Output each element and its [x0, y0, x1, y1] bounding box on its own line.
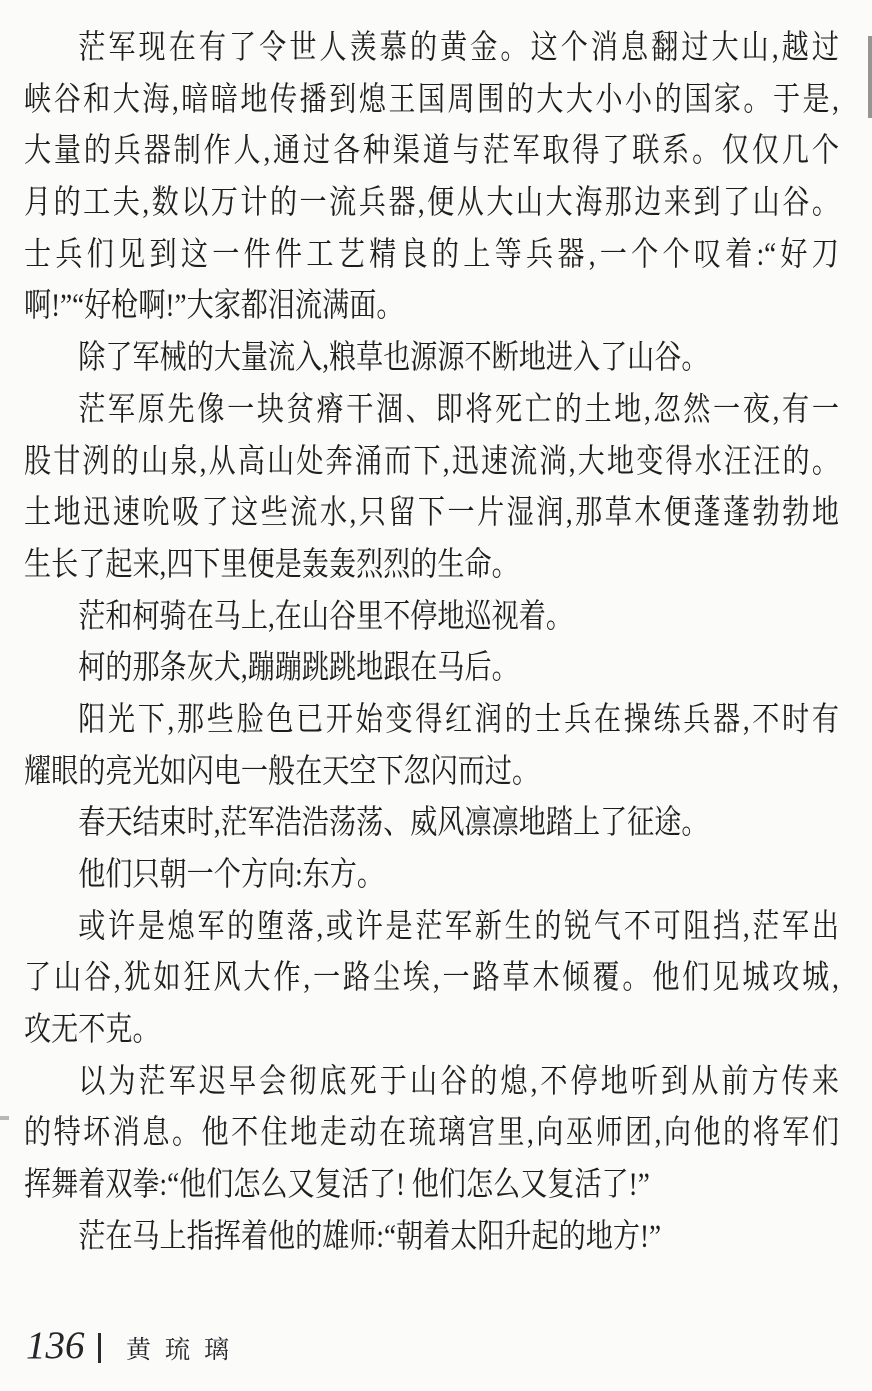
text-line: 茫军原先像一块贫瘠干涸、即将死亡的土地,忽然一夜,有一 — [78, 391, 839, 428]
text-line: 啊!”“好枪啊!”大家都泪流满面。 — [24, 288, 404, 325]
text-line: 月的工夫,数以万计的一流兵器,便从大山大海那边来到了山谷。 — [24, 185, 839, 222]
page-number: 136 — [26, 1324, 85, 1367]
text-line: 除了军械的大量流入,粮草也源源不断地进入了山谷。 — [78, 340, 709, 377]
text-line: 了山谷,犹如狂风大作,一路尘埃,一路草木倾覆。他们见城攻城, — [24, 960, 839, 997]
text-line: 茫在马上指挥着他的雄师:“朝着太阳升起的地方!” — [78, 1218, 662, 1255]
text-line: 土地迅速吮吸了这些流水,只留下一片湿润,那草木便蓬蓬勃勃地 — [24, 495, 839, 532]
text-line: 柯的那条灰犬,蹦蹦跳跳地跟在马后。 — [78, 650, 519, 687]
text-line: 峡谷和大海,暗暗地传播到熄王国周围的大大小小的国家。于是, — [24, 81, 839, 118]
text-line: 他们只朝一个方向:东方。 — [78, 857, 384, 893]
text-line: 大量的兵器制作人,通过各种渠道与茫军取得了联系。仅仅几个 — [24, 133, 839, 170]
text-line: 阳光下,那些脸色已开始变得红润的士兵在操练兵器,不时有 — [78, 701, 839, 738]
text-line: 茫军现在有了令世人羡慕的黄金。这个消息翻过大山,越过 — [78, 30, 839, 66]
scan-artifact-right — [868, 36, 872, 118]
text-line: 耀眼的亮光如闪电一般在天空下忽闪而过。 — [24, 753, 540, 790]
text-line: 股甘洌的山泉,从高山处奔涌而下,迅速流淌,大地变得水汪汪的。 — [24, 443, 839, 480]
text-line: 的特坏消息。他不住地走动在琉璃宫里,向巫师团,向他的将军们 — [24, 1115, 839, 1152]
page-body-text — [24, 23, 839, 1264]
text-line: 以为茫军迟早会彻底死于山谷的熄,不停地听到从前方传来 — [78, 1063, 839, 1100]
text-line: 士兵们见到这一件件工艺精良的上等兵器,一个个叹着:“好刀 — [24, 236, 839, 273]
text-line: 攻无不克。 — [24, 1012, 160, 1049]
text-line: 春天结束时,茫军浩浩荡荡、威风凛凛地踏上了征途。 — [78, 805, 709, 842]
text-line: 生长了起来,四下里便是轰轰烈烈的生命。 — [24, 546, 519, 583]
text-line: 或许是熄军的堕落,或许是茫军新生的锐气不可阻挡,茫军出 — [78, 908, 839, 945]
text-line: 茫和柯骑在马上,在山谷里不停地巡视着。 — [78, 598, 573, 635]
book-title: 黄琉璃 — [126, 1337, 244, 1364]
footer-divider — [98, 1333, 101, 1363]
scan-artifact-left — [0, 1116, 9, 1120]
text-line: 挥舞着双拳:“他们怎么又复活了! 他们怎么又复活了!” — [24, 1167, 650, 1204]
